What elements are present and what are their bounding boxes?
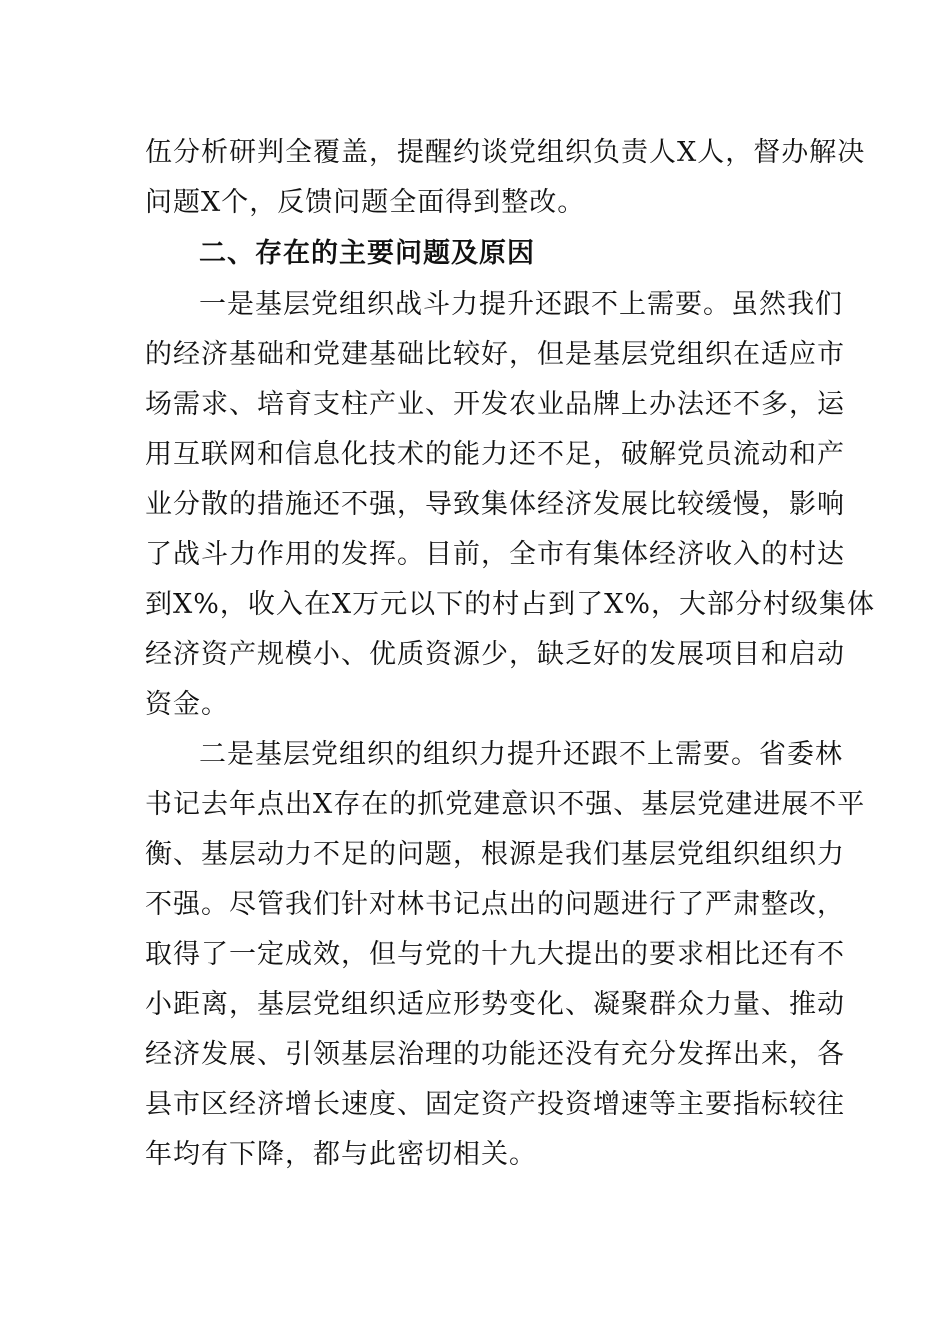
section-heading: 二、存在的主要问题及原因 — [199, 238, 535, 269]
text-line: 用互联网和信息化技术的能力还不足，破解党员流动和产 — [145, 439, 845, 470]
intro-paragraph — [145, 128, 866, 228]
text-line: 年均有下降，都与此密切相关。 — [145, 1139, 537, 1170]
text-line: 业分散的措施还不强，导致集体经济发展比较缓慢，影响 — [145, 489, 845, 520]
text-line: 了战斗力作用的发挥。目前，全市有集体经济收入的村达 — [145, 539, 845, 570]
section-heading-block — [145, 229, 810, 279]
paragraph-2 — [145, 730, 866, 1180]
text-line: 的经济基础和党建基础比较好，但是基层党组织在适应市 — [145, 339, 845, 370]
text-line: 经济发展、引领基层治理的功能还没有充分发挥出来，各 — [145, 1039, 845, 1070]
text-line: 到X%，收入在X万元以下的村占到了X%，大部分村级集体 — [145, 589, 875, 620]
text-line: 经济资产规模小、优质资源少，缺乏好的发展项目和启动 — [145, 639, 845, 670]
text-line: 伍分析研判全覆盖，提醒约谈党组织负责人X人，督办解决 — [145, 137, 866, 168]
paragraph-1 — [145, 280, 875, 730]
text-line: 二是基层党组织的组织力提升还跟不上需要。省委林 — [199, 739, 843, 770]
text-line: 衡、基层动力不足的问题，根源是我们基层党组织组织力 — [145, 839, 845, 870]
text-line: 资金。 — [145, 689, 229, 720]
text-line: 书记去年点出X存在的抓党建意识不强、基层党建进展不平 — [145, 789, 866, 820]
text-line: 问题X个，反馈问题全面得到整改。 — [145, 187, 586, 218]
text-line: 县市区经济增长速度、固定资产投资增速等主要指标较往 — [145, 1089, 845, 1120]
text-line: 不强。尽管我们针对林书记点出的问题进行了严肃整改， — [145, 889, 845, 920]
text-line: 小距离，基层党组织适应形势变化、凝聚群众力量、推动 — [145, 989, 845, 1020]
text-line: 一是基层党组织战斗力提升还跟不上需要。虽然我们 — [199, 289, 843, 320]
text-line: 取得了一定成效，但与党的十九大提出的要求相比还有不 — [145, 939, 845, 970]
text-line: 场需求、培育支柱产业、开发农业品牌上办法还不多，运 — [145, 389, 845, 420]
